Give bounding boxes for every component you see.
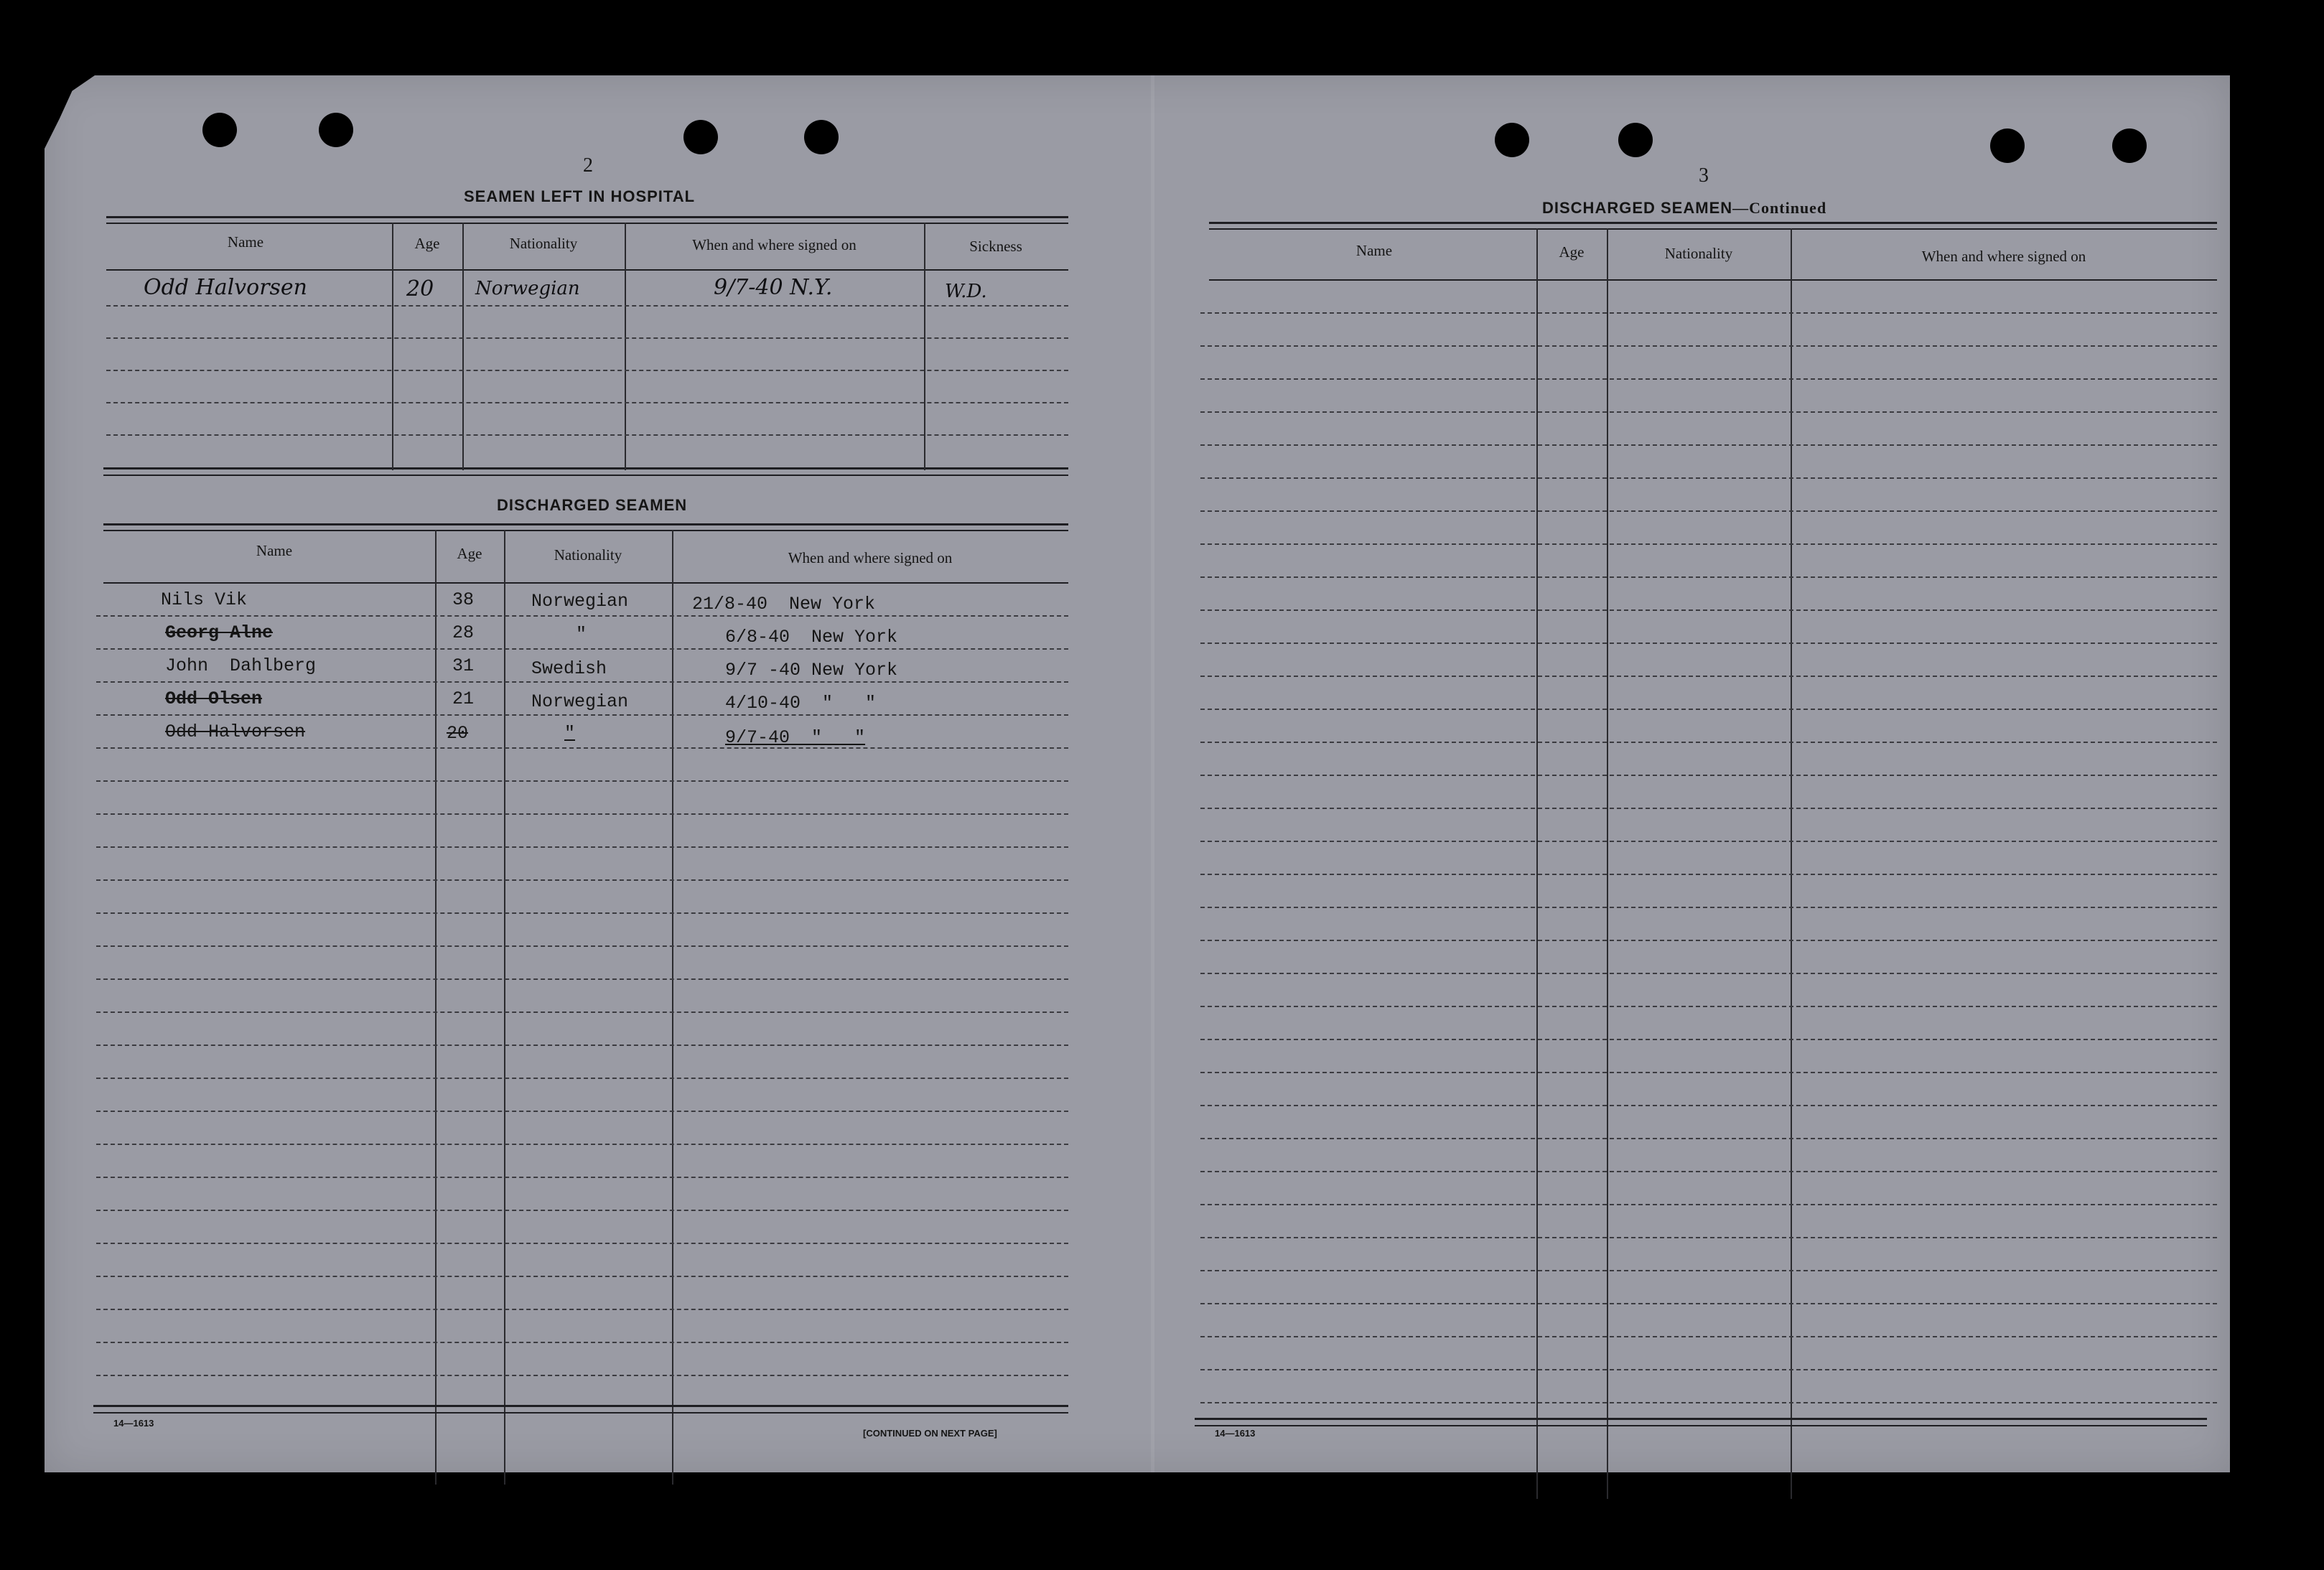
rule [93,1405,1068,1407]
row-line [1200,841,2217,842]
row-line [1200,411,2217,413]
title-suffix: —Continued [1732,199,1827,217]
header-rule [1209,279,2217,281]
column-divider [1607,228,1608,1499]
seaman-signed-on: 9/7 -40 New York [725,660,898,681]
row-line [1200,1138,2217,1139]
column-divider [924,223,925,470]
col-signed-on: When and where signed on [788,549,953,566]
row-line [96,879,1068,881]
row-line [1200,1039,2217,1040]
row-line [96,846,1068,848]
hospital-age: 20 [406,276,434,302]
rule [1195,1418,2207,1420]
row-line [1200,378,2217,380]
row-line [1200,1336,2217,1337]
row-line [1200,775,2217,776]
rule [1209,228,2217,230]
col-name: Name [1355,242,1393,259]
row-line [96,1144,1068,1145]
seaman-nationality: Norwegian [531,691,629,712]
row-line [96,714,1068,716]
row-line [96,945,1068,947]
seaman-age: 20 [447,723,469,744]
row-line [106,370,1068,371]
rule [1195,1425,2207,1426]
row-line [96,1309,1068,1310]
row-line [106,305,1068,307]
page-number-right: 3 [1699,164,1709,187]
row-line [1200,1270,2217,1271]
seaman-signed-on: 6/8-40 New York [725,627,898,648]
seaman-age: 38 [452,589,475,610]
row-line [96,1276,1068,1277]
row-line [1200,312,2217,314]
row-line [1200,477,2217,479]
punch-hole [1618,123,1653,157]
seaman-age: 31 [452,655,475,676]
hospital-title: SEAMEN LEFT IN HOSPITAL [464,187,696,205]
row-line [1200,940,2217,941]
form-number-left: 14—1613 [113,1418,154,1429]
row-line [1200,1303,2217,1304]
seaman-nationality: " [576,624,587,645]
col-name: Name [227,233,264,251]
row-line [1200,444,2217,446]
col-age: Age [457,545,482,562]
row-line [1200,709,2217,710]
rule [1209,222,2217,224]
row-line [1200,742,2217,743]
rule [103,475,1068,476]
col-sickness: Sickness [969,238,1022,255]
form-number-right: 14—1613 [1215,1428,1256,1439]
punch-hole [683,120,718,154]
row-line [96,978,1068,980]
row-line [1200,1006,2217,1007]
hospital-name: Odd Halvorsen [144,275,308,300]
row-line [1200,1072,2217,1073]
col-age: Age [414,235,440,252]
row-line [1200,643,2217,644]
continued-note: [CONTINUED ON NEXT PAGE] [863,1428,997,1439]
row-line [96,1011,1068,1013]
page-number-left: 2 [583,154,593,177]
hospital-nationality: Norwegian [475,278,580,299]
row-line [96,615,1068,617]
seaman-nationality: " [564,723,576,744]
rule [106,216,1068,218]
col-name: Name [256,542,293,559]
seaman-name: Odd Olsen [165,688,263,709]
seaman-signed-on: 4/10-40 " " [725,693,877,714]
punch-hole [804,120,839,154]
discharged-title: DISCHARGED SEAMEN [497,496,688,514]
row-line [1200,510,2217,512]
title-text: DISCHARGED SEAMEN [1542,199,1733,217]
punch-hole [319,113,353,147]
seaman-age: 28 [452,622,475,643]
row-line [96,912,1068,914]
column-divider [625,223,626,470]
seaman-nationality: Swedish [531,658,607,679]
hospital-sickness: W.D. [945,281,987,302]
seaman-nationality: Norwegian [531,591,629,612]
col-nationality: Nationality [509,235,578,252]
seaman-age: 21 [452,688,475,709]
row-line [1200,907,2217,908]
seaman-name: Nils Vik [161,589,248,610]
col-nationality: Nationality [554,546,622,564]
row-line [1200,874,2217,875]
hospital-signed-on: 9/7-40 N.Y. [714,275,833,300]
column-divider [462,223,464,470]
row-line [1200,808,2217,809]
seaman-signed-on: 21/8-40 New York [692,594,876,615]
row-line [96,1375,1068,1376]
row-line [1200,543,2217,545]
punch-hole [1495,123,1529,157]
col-signed-on: When and where signed on [692,236,857,253]
seaman-name: John Dahlberg [165,655,317,676]
col-age: Age [1559,243,1585,261]
row-line [96,1342,1068,1343]
row-line [96,1210,1068,1211]
punch-hole [202,113,237,147]
row-line [1200,1171,2217,1172]
row-line [96,813,1068,815]
rule [103,523,1068,525]
row-line [1200,1369,2217,1370]
row-line [96,648,1068,650]
row-line [96,1243,1068,1244]
row-line [96,747,1068,749]
row-line [106,402,1068,403]
rule [103,530,1068,531]
discharged-continued-title [1542,199,1826,218]
row-line [1200,576,2217,578]
row-line [1200,1402,2217,1403]
seaman-signed-on: 9/7-40 " " [725,727,866,748]
row-line [96,1111,1068,1112]
row-line [106,434,1068,436]
seaman-name: Georg Alne [165,622,274,643]
row-line [96,1177,1068,1178]
document-sheet [45,75,2230,1472]
punch-hole [2112,129,2147,163]
row-line [1200,676,2217,677]
punch-hole [1990,129,2025,163]
column-divider [1536,228,1538,1499]
row-line [1200,973,2217,974]
row-line [1200,1237,2217,1238]
column-divider [1791,228,1792,1499]
row-line [96,1078,1068,1079]
col-signed-on: When and where signed on [1921,248,2086,265]
seaman-name: Odd Halvorsen [165,721,306,742]
row-line [106,337,1068,339]
rule [93,1412,1068,1414]
row-line [96,681,1068,683]
row-line [1200,609,2217,611]
row-line [1200,1105,2217,1106]
row-line [96,780,1068,782]
row-line [1200,1204,2217,1205]
col-nationality: Nationality [1664,245,1733,262]
torn-corner [45,75,95,162]
header-rule [103,582,1068,584]
row-line [96,1045,1068,1046]
column-divider [392,223,393,470]
page-fold [1151,75,1154,1472]
row-line [1200,345,2217,347]
